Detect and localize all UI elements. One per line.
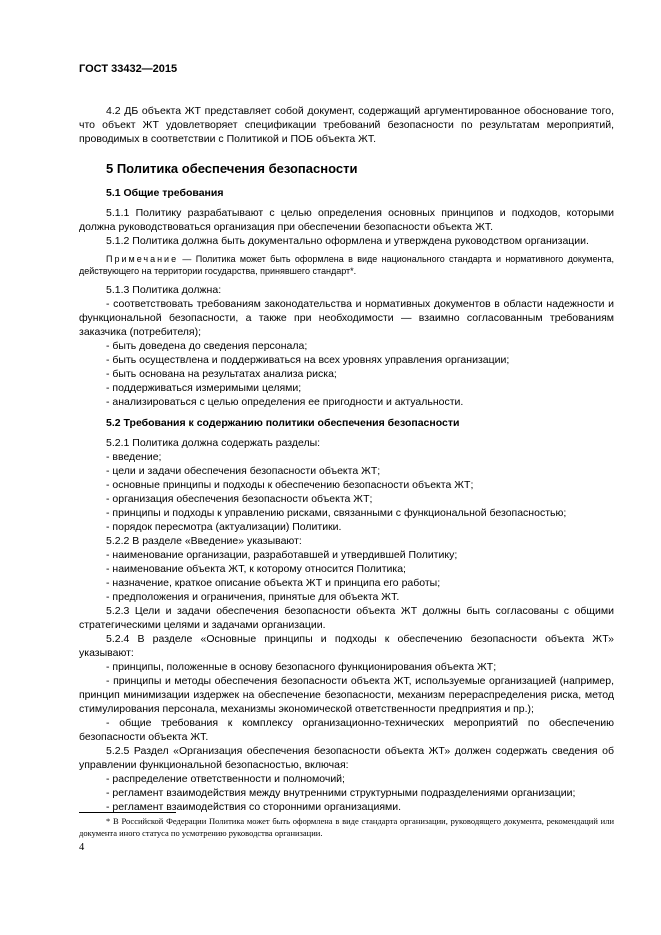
list-item: - основные принципы и подходы к обеспечению безопасности объекта ЖТ; [106,479,474,491]
note [79,253,614,277]
list-item: - порядок пересмотра (актуализации) Политики. [106,521,342,533]
footnote: * В Российской Федерации Политика может быть оформлена в виде стандарта организации, руководящего документа, рекомендаций или документа иного статуса по усмотрению руководства организации. [79,816,614,838]
paragraph-5-2-1: 5.2.1 Политика должна содержать разделы: [106,437,321,449]
list-item: - назначение, краткое описание объекта ЖТ и принципа его работы; [106,577,441,589]
standard-code: ГОСТ 33432—2015 [79,63,178,75]
list-item: - регламент взаимодействия со сторонними организациями. [106,801,402,813]
list-item: - наименование организации, разработавшей и утвердившей Политику; [106,549,458,561]
list-item: - введение; [106,451,162,463]
footnote-separator [79,812,176,813]
paragraph-5-1-3: 5.1.3 Политика должна: [106,284,222,296]
note-label: Примечание [106,254,179,264]
list-item: - общие требования к комплексу организационно-технических мероприятий по обеспечению безопасности объекта ЖТ. [79,717,614,743]
list-item: - анализироваться с целью определения ее пригодности и актуальности. [106,396,464,408]
list-item: - распределение ответственности и полномочий; [106,773,345,785]
list-item: - поддерживаться измеримыми целями; [106,382,302,394]
list-item: - быть осуществлена и поддерживаться на всех уровнях управления организации; [106,354,510,366]
paragraph-5-1-1: 5.1.1 Политику разрабатывают с целью определения основных принципов и подходов, которыми должна руководствоваться организация при обеспечении безопасности объекта ЖТ. [79,207,614,233]
paragraph-5-2-3: 5.2.3 Цели и задачи обеспечения безопасности объекта ЖТ должны быть согласованы с общими стратегическими целями и задачами организации. [79,605,614,631]
paragraph-5-2-4: 5.2.4 В разделе «Основные принципы и подходы к обеспечению безопасности объекта ЖТ» указывают: [79,633,614,659]
paragraph-5-2-5: 5.2.5 Раздел «Организация обеспечения безопасности объекта ЖТ» должен содержать сведения об управлении функциональной безопасностью, включая: [79,745,614,771]
paragraph-5-2-2: 5.2.2 В разделе «Введение» указывают: [106,535,302,547]
list-item: - цели и задачи обеспечения безопасности объекта ЖТ; [106,465,381,477]
section-5-2-title: 5.2 Требования к содержанию политики обеспечения безопасности [106,417,460,429]
list-item: - регламент взаимодействия между внутренними структурными подразделениями организации; [106,787,576,799]
list-item: - наименование объекта ЖТ, к которому относится Политика; [106,563,406,575]
section-5-1-title: 5.1 Общие требования [106,187,224,199]
page-number: 4 [79,842,85,853]
list-item: - предположения и ограничения, принятые для объекта ЖТ. [106,591,400,603]
list-item: - быть доведена до сведения персонала; [106,340,308,352]
list-item: - принципы и методы обеспечения безопасности объекта ЖТ, используемые организацией (например, принцип минимизации издержек на обеспечение безопасности, механизм перераспределения риска, метод стимулирования персонала, механизмы экономической ответственности предприятия и пр.); [79,675,614,715]
paragraph-5-1-2: 5.1.2 Политика должна быть документально оформлена и утверждена руководством организации. [106,235,589,247]
section-5-title: 5 Политика обеспечения безопасности [106,161,358,176]
paragraph-4-2: 4.2 ДБ объекта ЖТ представляет собой документ, содержащий аргументированное обоснование того, что объект ЖТ удовлетворяет спецификации требований безопасности по результатам мероприятий, проводимых в соответствии с Политикой и ПОБ объекта ЖТ. [79,105,614,145]
list-item: - принципы, положенные в основу безопасного функционирования объекта ЖТ; [106,661,497,673]
list-item: - организация обеспечения безопасности объекта ЖТ; [106,493,373,505]
list-item: - принципы и подходы к управлению рисками, связанными с функциональной безопасностью; [106,507,567,519]
list-item: - соответствовать требованиям законодательства и нормативных документов в области надежности и функциональной безопасности, а также при необходимости — взаимно согласованным требованиям заказчика (потребителя); [79,298,614,338]
note-text: — Политика может быть оформлена в виде национального стандарта и нормативного документа, действующего на территории государства, принявшего стандарт*. [79,254,614,276]
list-item: - быть основана на результатах анализа риска; [106,368,337,380]
